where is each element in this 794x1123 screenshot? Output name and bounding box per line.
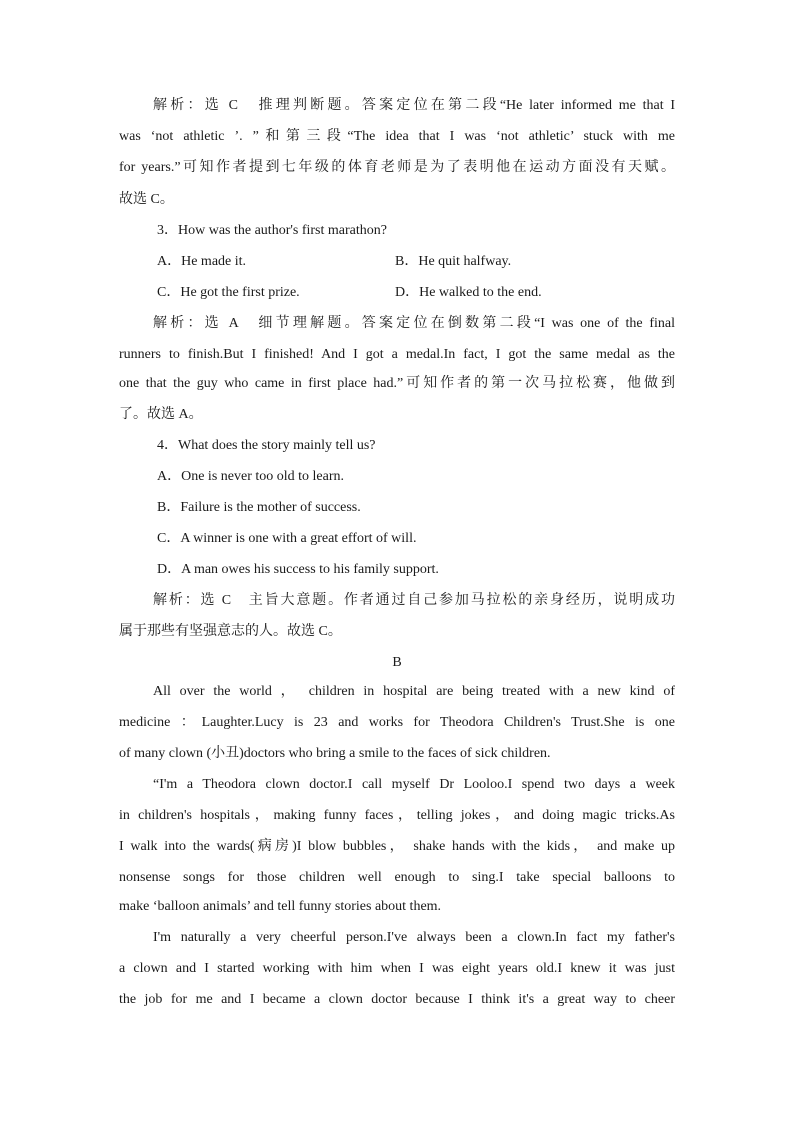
q3-option-d: D．He walked to the end. bbox=[395, 285, 542, 300]
q4-option-b: B．Failure is the mother of success. bbox=[157, 500, 361, 515]
q4-explanation-line-1: 解析：选 C 主旨大意题。作者通过自己参加马拉松的亲身经历，说明成功 bbox=[153, 593, 675, 608]
passage-p2-line-2: in children's hospitals，making funny faces，telling jokes，and doing magic tricks.As bbox=[119, 808, 675, 823]
q3-explanation-line-4: 了。故选 A。 bbox=[119, 407, 203, 422]
q4-stem: 4．What does the story mainly tell us? bbox=[157, 438, 376, 453]
q4-option-c: C．A winner is one with a great effort of will. bbox=[157, 531, 417, 546]
passage-p2-line-1: “I'm a Theodora clown doctor.I call myself Dr Looloo.I spend two days a week bbox=[153, 777, 675, 792]
passage-p3-line-3: the job for me and I became a clown doctor because I think it's a great way to cheer bbox=[119, 992, 675, 1007]
q3-option-b: B．He quit halfway. bbox=[395, 254, 512, 269]
q4-option-d: D．A man owes his success to his family support. bbox=[157, 562, 439, 577]
q2-explanation-line-3: for years.”可知作者提到七年级的体育老师是为了表明他在运动方面没有天赋。 bbox=[119, 160, 675, 175]
passage-p2-line-4: nonsense songs for those children well enough to sing.I take special balloons to bbox=[119, 870, 675, 885]
q2-explanation-line-1: 解析：选 C 推理判断题。答案定位在第二段“He later informed me that I bbox=[153, 98, 675, 113]
section-b-heading: B bbox=[392, 655, 402, 670]
q3-option-c: C．He got the first prize. bbox=[157, 285, 300, 300]
q3-options-row-2 bbox=[119, 283, 675, 303]
passage-p1-line-2: medicine ：Laughter.Lucy is 23 and works for Theodora Children's Trust.She is one bbox=[119, 715, 675, 730]
q3-explanation-line-2: runners to finish.But I finished! And I got a medal.In fact, I got the same medal as the bbox=[119, 347, 675, 362]
q4-explanation-line-2: 属于那些有坚强意志的人。故选 C。 bbox=[119, 624, 342, 639]
passage-p2-line-3: I walk into the wards(病房)I blow bubbles， shake hands with the kids， and make up bbox=[119, 839, 675, 854]
q4-option-a: A．One is never too old to learn. bbox=[157, 469, 345, 484]
q3-explanation-line-1: 解析：选 A 细节理解题。答案定位在倒数第二段“I was one of the final bbox=[153, 316, 675, 331]
q2-explanation-line-4: 故选 C。 bbox=[119, 192, 174, 207]
passage-p2-line-5: make ‘balloon animals’ and tell funny stories about them. bbox=[119, 899, 442, 914]
passage-p3-line-2: a clown and I started working with him when I was eight years old.I knew it was just bbox=[119, 961, 675, 976]
q3-stem: 3．How was the author's first marathon? bbox=[157, 223, 387, 238]
q3-option-a: A．He made it. bbox=[157, 254, 247, 269]
passage-p1-line-1: All over the world ， children in hospital are being treated with a new kind of bbox=[153, 684, 675, 699]
q3-explanation-line-3: one that the guy who came in first place had.”可知作者的第一次马拉松赛，他做到 bbox=[119, 376, 675, 391]
passage-p1-line-3: of many clown (小丑)doctors who bring a smile to the faces of sick children. bbox=[119, 746, 551, 761]
passage-p3-line-1: I'm naturally a very cheerful person.I've always been a clown.In fact my father's bbox=[153, 930, 675, 945]
q2-explanation-line-2: was ‘not athletic ’. ”和第三段“The idea that I was ‘not athletic’ stuck with me bbox=[119, 129, 675, 144]
q3-options-row-1 bbox=[119, 252, 675, 272]
